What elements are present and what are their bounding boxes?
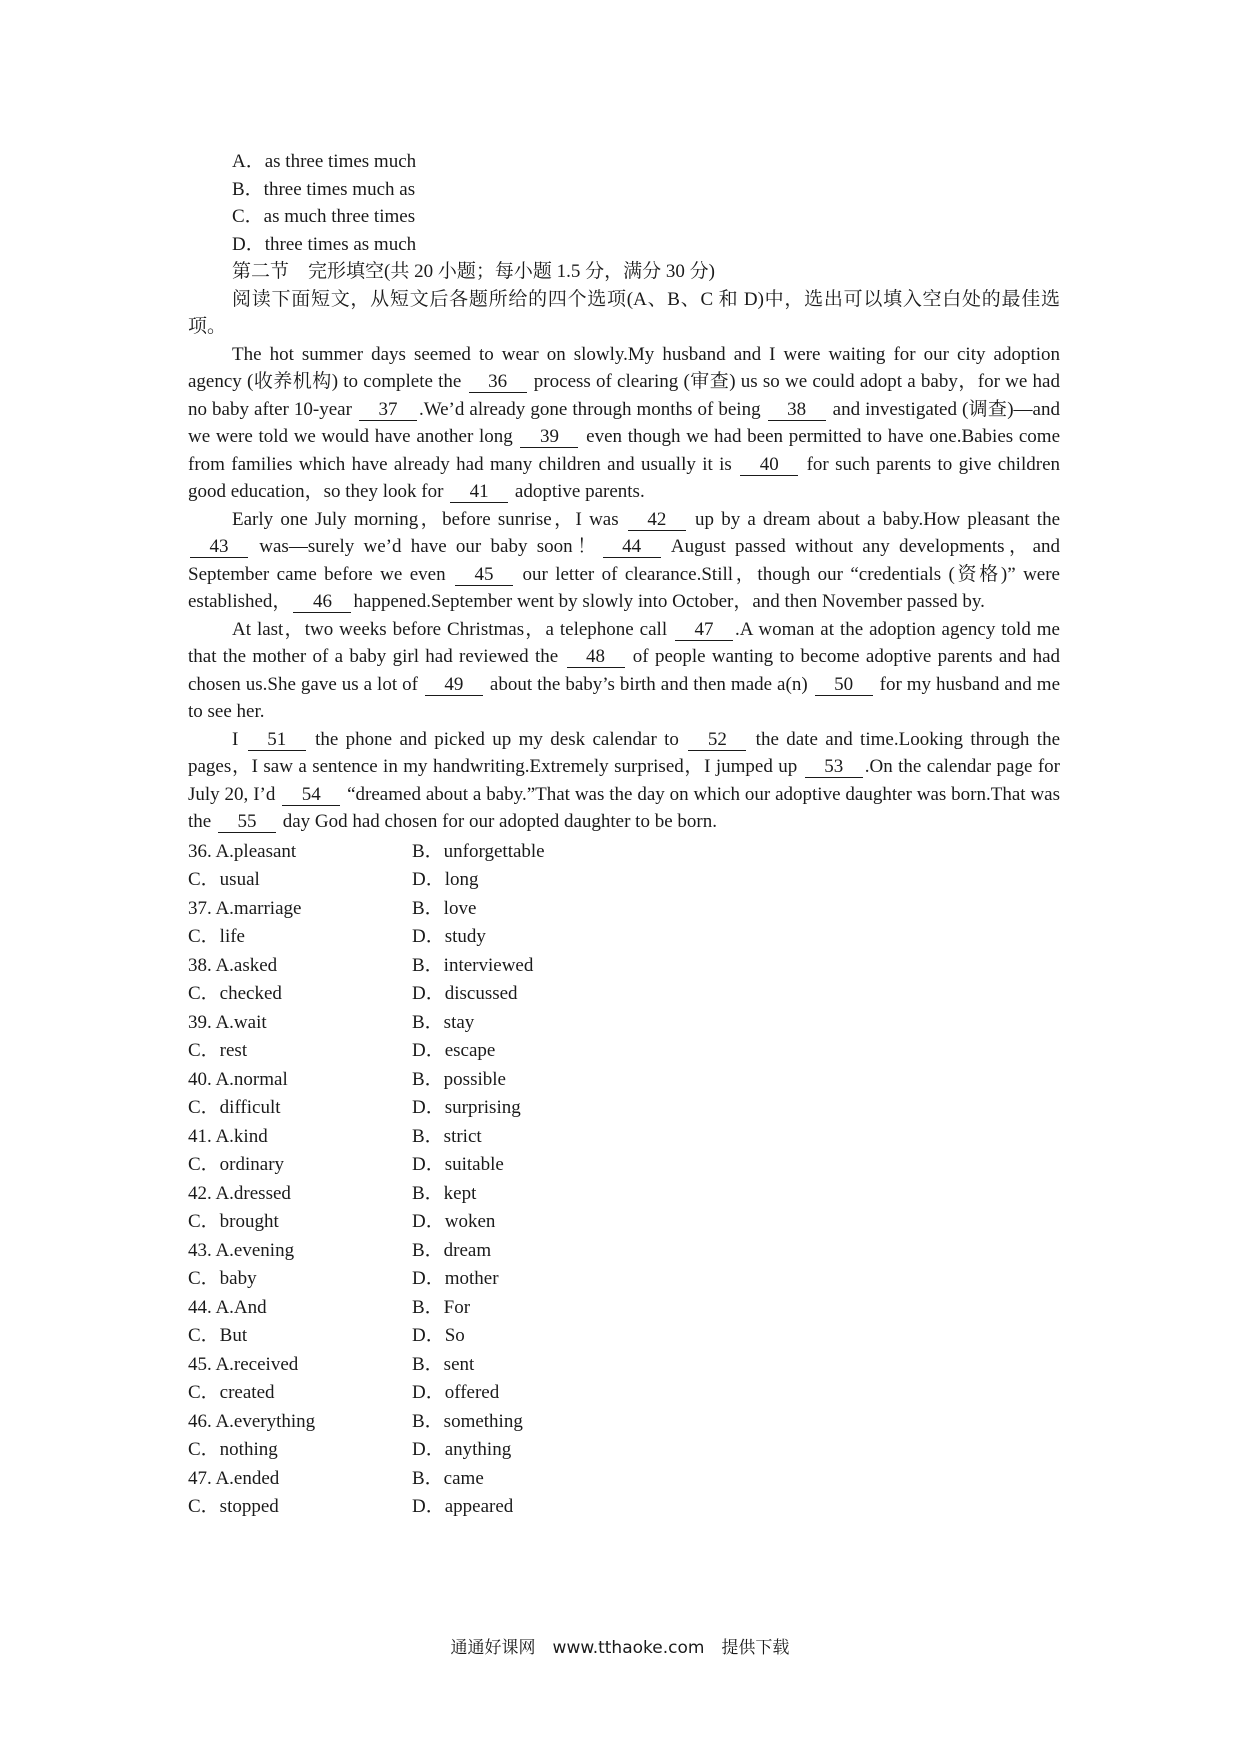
answer-choice: 42. A.dressed [188, 1182, 291, 1204]
answer-choice: D．So [412, 1325, 465, 1346]
passage-text: .On the calendar page for July 20, I’d [188, 756, 1060, 805]
answer-choice: B．unforgettable [412, 840, 545, 862]
passage-paragraph [188, 506, 1060, 616]
passage-text: At last，two weeks before Christmas，a telephone call [232, 618, 674, 640]
answer-choice: D．suitable [412, 1154, 504, 1175]
answer-row [188, 1465, 1060, 1494]
passage-text: and investigated (调查)—and we were told we would have another long [188, 398, 1060, 447]
answer-choice: B．kept [412, 1182, 477, 1204]
answer-choice: C．stopped [188, 1496, 279, 1517]
blank-number: 41 [450, 481, 508, 503]
passage-text: “dreamed about a baby.”That was the day on which our adoptive daughter was born.That was the [188, 783, 1061, 832]
answer-choice: 36. A.pleasant [188, 840, 297, 862]
answer-choice: B．came [412, 1467, 484, 1489]
answer-choice: C．life [188, 926, 245, 947]
passage-text: day God had chosen for our adopted daughter to be born. [277, 811, 717, 832]
answer-row [188, 1294, 1060, 1323]
answer-choice: 45. A.received [188, 1353, 299, 1375]
blank-number: 47 [675, 619, 733, 641]
passage-text: process of clearing (审查) us so we could adopt a baby，for we had no baby after 10-year [188, 371, 1060, 420]
option-line: D．three times as much [232, 233, 417, 255]
page-footer: 通通好课网 www.tthaoke.com 提供下载 [450, 1638, 790, 1658]
passage-text: adoptive parents. [510, 481, 645, 502]
answer-row [188, 838, 1060, 867]
passage-paragraph [188, 726, 1060, 836]
answer-row [188, 1265, 1060, 1294]
answer-choice: D．mother [412, 1268, 499, 1289]
blank-number: 40 [740, 454, 798, 476]
answer-choice: B．strict [412, 1125, 482, 1147]
answer-choice: B．something [412, 1410, 523, 1432]
answer-choice: 43. A.evening [188, 1239, 295, 1261]
passage-text: for such parents to give children good education，so they look for [188, 453, 1060, 502]
answer-choice: B．stay [412, 1011, 475, 1033]
passage-text: .A woman at the adoption agency told me that the mother of a baby girl had reviewed the [188, 618, 1060, 667]
blank-number: 38 [768, 399, 826, 421]
answer-choice: 39. A.wait [188, 1011, 267, 1033]
passage-text: was—surely we’d have our baby soon！ [250, 536, 601, 557]
answer-choice: B．dream [412, 1239, 492, 1261]
answer-choice: D．discussed [412, 983, 518, 1004]
answer-choice: C．baby [188, 1268, 257, 1289]
passage-text: up by a dream about a baby.How pleasant the [687, 508, 1061, 530]
passage-text: of people wanting to become adoptive parents and had chosen us.She gave us a lot of [188, 646, 1061, 695]
option-line: C．as much three times [232, 206, 416, 227]
answer-choice: D．offered [412, 1382, 500, 1403]
answer-row [188, 1351, 1060, 1380]
answer-choice: C．But [188, 1325, 248, 1346]
answer-row [188, 1208, 1060, 1237]
answer-choice: 38. A.asked [188, 954, 278, 976]
answer-row [188, 952, 1060, 981]
answer-choice: 40. A.normal [188, 1068, 288, 1090]
passage-text: .We’d already gone through months of being [418, 398, 766, 420]
blank-number: 39 [520, 426, 578, 448]
blank-number: 36 [469, 371, 527, 393]
answer-choice: C．usual [188, 869, 260, 890]
answer-row [188, 1123, 1060, 1152]
passage-paragraph [188, 616, 1060, 726]
passage-text: the phone and picked up my desk calendar to [307, 728, 687, 750]
answer-choice: C．created [188, 1382, 275, 1403]
answer-choice: 44. A.And [188, 1296, 267, 1318]
answer-choice: 37. A.marriage [188, 897, 302, 919]
blank-number: 51 [248, 729, 306, 751]
cloze-passage [188, 341, 1060, 836]
answer-row [188, 1408, 1060, 1437]
section-heading: 第二节 完形填空(共 20 小题；每小题 1.5 分，满分 30 分) [232, 261, 715, 282]
answer-row [188, 980, 1060, 1009]
option-line: A．as three times much [232, 151, 417, 172]
passage-paragraph [188, 341, 1060, 506]
instructions: 阅读下面短文，从短文后各题所给的四个选项(A、B、C 和 D)中，选出可以填入空白处的最佳选项。 [188, 288, 1060, 337]
answer-choice: C．difficult [188, 1097, 281, 1118]
answer-choice: C．brought [188, 1211, 279, 1232]
passage-text: I [232, 728, 246, 750]
previous-question-options [188, 148, 1060, 258]
answer-choice: 46. A.everything [188, 1410, 316, 1432]
answer-row [188, 1009, 1060, 1038]
blank-number: 37 [359, 399, 417, 421]
answer-row [188, 1493, 1060, 1522]
answer-choice: D．woken [412, 1211, 496, 1232]
blank-number: 50 [815, 674, 873, 696]
blank-number: 44 [603, 536, 661, 558]
answer-row [188, 895, 1060, 924]
passage-text: August passed without any developments，and September came before we even [188, 536, 1060, 585]
passage-text: the date and time.Looking through the pages，I saw a sentence in my handwriting.Extremely surprised，I jumped up [188, 728, 1061, 777]
passage-text: Early one July morning，before sunrise，I was [232, 508, 626, 530]
answer-choice: D．anything [412, 1439, 512, 1460]
blank-number: 46 [293, 591, 351, 613]
passage-text: our letter of clearance.Still，though our “credentials (资格)” were established， [188, 563, 1060, 612]
blank-number: 53 [805, 756, 863, 778]
passage-text: for my husband and me to see her. [188, 673, 1061, 722]
passage-text: The hot summer days seemed to wear on slowly.My husband and I were waiting for our city adoption agency (收养机构) to complete the [188, 343, 1060, 392]
answer-choice: B．love [412, 897, 477, 919]
blank-number: 49 [425, 674, 483, 696]
document-page [188, 148, 1060, 1522]
passage-text: even though we had been permitted to have one.Babies come from families which have already had many children and usually it is [188, 426, 1061, 475]
answer-choice: B．interviewed [412, 954, 534, 976]
answer-row [188, 1151, 1060, 1180]
answer-choice: D．appeared [412, 1496, 514, 1517]
answer-choice: C．ordinary [188, 1154, 285, 1175]
blank-number: 48 [567, 646, 625, 668]
answer-row [188, 1379, 1060, 1408]
answer-choice: D．study [412, 926, 486, 947]
blank-number: 54 [282, 784, 340, 806]
blank-number: 42 [628, 509, 686, 531]
answer-choice: C．checked [188, 983, 282, 1004]
answer-choice: B．sent [412, 1353, 475, 1375]
answer-options [188, 838, 1060, 1522]
option-line: B．three times much as [232, 178, 416, 200]
answer-row [188, 1237, 1060, 1266]
answer-choice: 47. A.ended [188, 1467, 280, 1489]
answer-choice: C．rest [188, 1040, 248, 1061]
answer-choice: C．nothing [188, 1439, 278, 1460]
answer-row [188, 1180, 1060, 1209]
answer-choice: D．surprising [412, 1097, 521, 1118]
blank-number: 55 [218, 811, 276, 833]
answer-row [188, 1037, 1060, 1066]
answer-choice: D．escape [412, 1040, 496, 1061]
answer-choice: D．long [412, 869, 479, 890]
answer-row [188, 1094, 1060, 1123]
answer-row [188, 923, 1060, 952]
answer-row [188, 866, 1060, 895]
blank-number: 45 [455, 564, 513, 586]
passage-text: about the baby’s birth and then made a(n) [484, 673, 813, 695]
answer-row [188, 1436, 1060, 1465]
answer-row [188, 1066, 1060, 1095]
answer-choice: B．For [412, 1296, 471, 1318]
answer-row [188, 1322, 1060, 1351]
passage-text: happened.September went by slowly into October，and then November passed by. [353, 591, 985, 612]
answer-choice: 41. A.kind [188, 1125, 268, 1147]
blank-number: 52 [688, 729, 746, 751]
answer-choice: B．possible [412, 1068, 506, 1090]
blank-number: 43 [190, 536, 248, 558]
